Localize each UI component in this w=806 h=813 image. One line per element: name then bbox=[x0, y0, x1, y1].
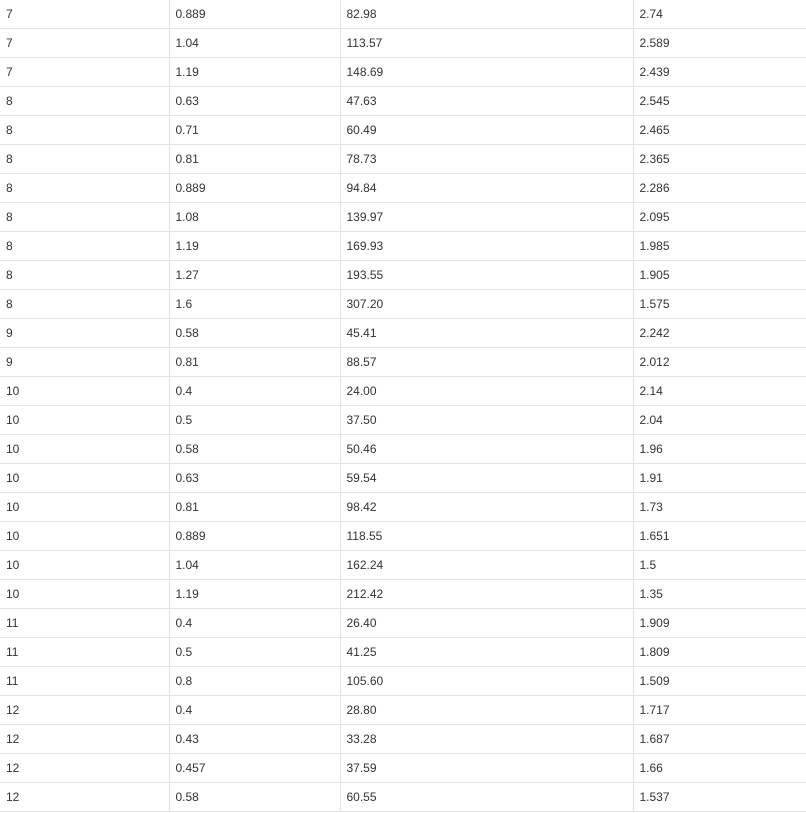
table-cell: 10 bbox=[0, 580, 169, 609]
table-cell: 82.98 bbox=[340, 0, 633, 29]
table-cell: 10 bbox=[0, 551, 169, 580]
table-row bbox=[0, 290, 806, 319]
table-cell: 0.889 bbox=[169, 174, 340, 203]
table-cell: 2.545 bbox=[633, 87, 806, 116]
table-cell: 0.5 bbox=[169, 638, 340, 667]
table-row bbox=[0, 116, 806, 145]
table-cell: 7 bbox=[0, 0, 169, 29]
table-cell: 0.81 bbox=[169, 348, 340, 377]
table-cell: 193.55 bbox=[340, 261, 633, 290]
table-cell: 10 bbox=[0, 522, 169, 551]
table-cell: 88.57 bbox=[340, 348, 633, 377]
table-cell: 1.717 bbox=[633, 696, 806, 725]
table-row bbox=[0, 348, 806, 377]
table-cell: 1.66 bbox=[633, 754, 806, 783]
table-cell: 78.73 bbox=[340, 145, 633, 174]
table-cell: 0.81 bbox=[169, 493, 340, 522]
table-row bbox=[0, 464, 806, 493]
table-cell: 2.439 bbox=[633, 58, 806, 87]
table-cell: 1.909 bbox=[633, 609, 806, 638]
table-cell: 0.81 bbox=[169, 145, 340, 174]
table-cell: 0.4 bbox=[169, 377, 340, 406]
table-cell: 0.457 bbox=[169, 754, 340, 783]
table-row bbox=[0, 551, 806, 580]
table-row bbox=[0, 232, 806, 261]
table-row bbox=[0, 261, 806, 290]
table-cell: 26.40 bbox=[340, 609, 633, 638]
table-cell: 12 bbox=[0, 754, 169, 783]
table-cell: 212.42 bbox=[340, 580, 633, 609]
table-cell: 59.54 bbox=[340, 464, 633, 493]
table-cell: 162.24 bbox=[340, 551, 633, 580]
table-cell: 0.58 bbox=[169, 435, 340, 464]
table-cell: 10 bbox=[0, 464, 169, 493]
table-cell: 0.63 bbox=[169, 464, 340, 493]
table-cell: 41.25 bbox=[340, 638, 633, 667]
table-cell: 1.19 bbox=[169, 580, 340, 609]
table-cell: 1.04 bbox=[169, 29, 340, 58]
table-cell: 8 bbox=[0, 232, 169, 261]
table-cell: 60.49 bbox=[340, 116, 633, 145]
table-cell: 94.84 bbox=[340, 174, 633, 203]
table-cell: 1.04 bbox=[169, 551, 340, 580]
table-cell: 98.42 bbox=[340, 493, 633, 522]
table-row bbox=[0, 580, 806, 609]
table-cell: 50.46 bbox=[340, 435, 633, 464]
table-cell: 1.575 bbox=[633, 290, 806, 319]
table-cell: 1.96 bbox=[633, 435, 806, 464]
table-cell: 2.465 bbox=[633, 116, 806, 145]
table-cell: 28.80 bbox=[340, 696, 633, 725]
table-row bbox=[0, 145, 806, 174]
table-cell: 0.889 bbox=[169, 0, 340, 29]
table-cell: 8 bbox=[0, 261, 169, 290]
table-cell: 0.5 bbox=[169, 406, 340, 435]
table-row bbox=[0, 87, 806, 116]
table-cell: 118.55 bbox=[340, 522, 633, 551]
table-cell: 148.69 bbox=[340, 58, 633, 87]
table-row bbox=[0, 493, 806, 522]
table-cell: 2.286 bbox=[633, 174, 806, 203]
table-cell: 1.5 bbox=[633, 551, 806, 580]
table-cell: 7 bbox=[0, 29, 169, 58]
table-cell: 0.71 bbox=[169, 116, 340, 145]
table-row bbox=[0, 696, 806, 725]
table-cell: 1.985 bbox=[633, 232, 806, 261]
table-cell: 105.60 bbox=[340, 667, 633, 696]
table-cell: 10 bbox=[0, 406, 169, 435]
table-cell: 0.58 bbox=[169, 783, 340, 812]
table-row bbox=[0, 29, 806, 58]
table-cell: 0.4 bbox=[169, 696, 340, 725]
table-row bbox=[0, 754, 806, 783]
table-cell: 2.365 bbox=[633, 145, 806, 174]
table-cell: 1.19 bbox=[169, 232, 340, 261]
table-cell: 1.91 bbox=[633, 464, 806, 493]
table-row bbox=[0, 609, 806, 638]
table-row bbox=[0, 58, 806, 87]
table-cell: 7 bbox=[0, 58, 169, 87]
table-cell: 1.905 bbox=[633, 261, 806, 290]
table-cell: 12 bbox=[0, 725, 169, 754]
table-row bbox=[0, 0, 806, 29]
table-cell: 2.589 bbox=[633, 29, 806, 58]
table-cell: 0.8 bbox=[169, 667, 340, 696]
table-cell: 1.08 bbox=[169, 203, 340, 232]
table-row bbox=[0, 783, 806, 812]
table-cell: 37.50 bbox=[340, 406, 633, 435]
table-cell: 10 bbox=[0, 377, 169, 406]
table-cell: 12 bbox=[0, 696, 169, 725]
table-cell: 1.687 bbox=[633, 725, 806, 754]
table-cell: 307.20 bbox=[340, 290, 633, 319]
table-cell: 11 bbox=[0, 609, 169, 638]
table-cell: 1.809 bbox=[633, 638, 806, 667]
table-cell: 33.28 bbox=[340, 725, 633, 754]
table-cell: 1.19 bbox=[169, 58, 340, 87]
table-cell: 139.97 bbox=[340, 203, 633, 232]
table-cell: 8 bbox=[0, 145, 169, 174]
table-cell: 113.57 bbox=[340, 29, 633, 58]
table-cell: 2.242 bbox=[633, 319, 806, 348]
table-cell: 37.59 bbox=[340, 754, 633, 783]
table-cell: 47.63 bbox=[340, 87, 633, 116]
table-cell: 45.41 bbox=[340, 319, 633, 348]
table-cell: 1.537 bbox=[633, 783, 806, 812]
table-row bbox=[0, 406, 806, 435]
table-cell: 1.73 bbox=[633, 493, 806, 522]
table-cell: 1.651 bbox=[633, 522, 806, 551]
table-cell: 9 bbox=[0, 348, 169, 377]
table-cell: 10 bbox=[0, 435, 169, 464]
table-cell: 0.63 bbox=[169, 87, 340, 116]
table-cell: 2.012 bbox=[633, 348, 806, 377]
table-cell: 8 bbox=[0, 87, 169, 116]
table-cell: 0.889 bbox=[169, 522, 340, 551]
table-cell: 169.93 bbox=[340, 232, 633, 261]
table-cell: 11 bbox=[0, 638, 169, 667]
table-cell: 2.14 bbox=[633, 377, 806, 406]
table-row bbox=[0, 522, 806, 551]
table-cell: 8 bbox=[0, 290, 169, 319]
table-cell: 1.6 bbox=[169, 290, 340, 319]
table-row bbox=[0, 435, 806, 464]
table-cell: 1.509 bbox=[633, 667, 806, 696]
table-cell: 8 bbox=[0, 203, 169, 232]
table-row bbox=[0, 725, 806, 754]
table-row bbox=[0, 319, 806, 348]
table-cell: 1.35 bbox=[633, 580, 806, 609]
table-cell: 1.27 bbox=[169, 261, 340, 290]
table-cell: 2.74 bbox=[633, 0, 806, 29]
table-cell: 10 bbox=[0, 493, 169, 522]
table-cell: 12 bbox=[0, 783, 169, 812]
table-cell: 24.00 bbox=[340, 377, 633, 406]
table-cell: 0.4 bbox=[169, 609, 340, 638]
table-cell: 8 bbox=[0, 116, 169, 145]
table-cell: 8 bbox=[0, 174, 169, 203]
table-cell: 11 bbox=[0, 667, 169, 696]
table-row bbox=[0, 638, 806, 667]
table-row bbox=[0, 377, 806, 406]
table-cell: 2.095 bbox=[633, 203, 806, 232]
table-row bbox=[0, 203, 806, 232]
table-cell: 60.55 bbox=[340, 783, 633, 812]
table-cell: 0.58 bbox=[169, 319, 340, 348]
table-cell: 9 bbox=[0, 319, 169, 348]
table-cell: 2.04 bbox=[633, 406, 806, 435]
table-row bbox=[0, 174, 806, 203]
table-row bbox=[0, 667, 806, 696]
table-cell: 0.43 bbox=[169, 725, 340, 754]
